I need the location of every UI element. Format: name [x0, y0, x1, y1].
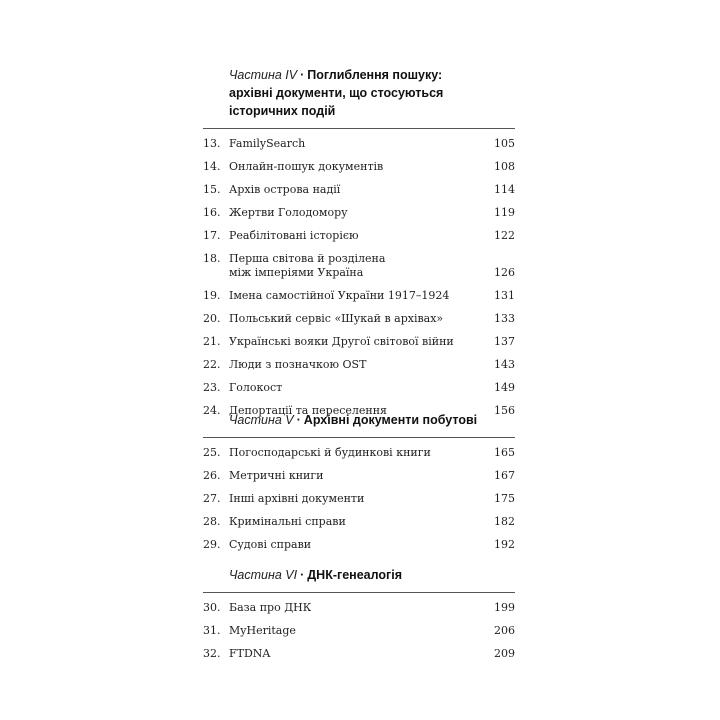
part-iv-separator: · — [300, 68, 305, 82]
entry-number: 13. — [203, 137, 221, 150]
entry-number: 32. — [203, 647, 221, 660]
toc-entry[interactable] — [203, 597, 515, 620]
entry-page: 182 — [494, 515, 515, 528]
entry-title: FTDNA — [229, 647, 271, 660]
entry-title: Архів острова надії — [229, 183, 341, 196]
entry-number: 15. — [203, 183, 221, 196]
toc-entry[interactable] — [203, 643, 515, 666]
part-v-heading — [229, 411, 515, 429]
entry-title: FamilySearch — [229, 137, 306, 150]
toc-entry[interactable] — [203, 331, 515, 354]
entry-page: 126 — [494, 266, 515, 279]
toc-entry[interactable] — [203, 488, 515, 511]
part-vi-heading — [229, 566, 515, 584]
entry-title: Люди з позначкою OST — [229, 358, 367, 371]
toc-entry[interactable] — [203, 511, 515, 534]
entry-title-line-1: Перша світова й розділена — [229, 252, 386, 265]
toc-entry[interactable] — [203, 285, 515, 308]
part-vi-divider — [203, 592, 515, 593]
entry-number: 19. — [203, 289, 221, 302]
entry-number: 16. — [203, 206, 221, 219]
entry-title: Польський сервіс «Шукай в архівах» — [229, 312, 444, 325]
toc-entry[interactable] — [203, 156, 515, 179]
entry-number: 20. — [203, 312, 221, 325]
entry-page: 175 — [494, 492, 515, 505]
entry-number: 29. — [203, 538, 221, 551]
toc-entry[interactable] — [203, 225, 515, 248]
entry-title: Українські вояки Другої світової війни — [229, 335, 454, 348]
entry-title: Депортації та переселення — [229, 404, 388, 417]
entry-page: 122 — [494, 229, 515, 242]
toc-entry[interactable] — [203, 465, 515, 488]
part-vi-separator: · — [300, 568, 305, 582]
part-vi-section — [203, 566, 515, 666]
part-v-separator: · — [296, 413, 301, 427]
part-iv-heading — [229, 66, 515, 120]
entry-title: Кримінальні справи — [229, 515, 346, 528]
entry-title: MyHeritage — [229, 624, 296, 637]
entry-number: 28. — [203, 515, 221, 528]
entry-page: 105 — [494, 137, 515, 150]
entry-page: 108 — [494, 160, 515, 173]
entry-number: 18. — [203, 252, 221, 265]
entry-number: 24. — [203, 404, 221, 417]
part-iv-label: Частина IV — [229, 68, 298, 82]
entry-number: 25. — [203, 446, 221, 459]
entry-number: 27. — [203, 492, 221, 505]
toc-entry[interactable] — [203, 248, 515, 285]
part-v-section — [203, 411, 515, 557]
part-vi-label: Частина VI — [229, 568, 298, 582]
entry-number: 30. — [203, 601, 221, 614]
entry-page: 209 — [494, 647, 515, 660]
toc-entry[interactable] — [203, 179, 515, 202]
entry-number: 21. — [203, 335, 221, 348]
entry-title: Судові справи — [229, 538, 312, 551]
entry-page: 167 — [494, 469, 515, 482]
table-of-contents — [203, 66, 515, 660]
entry-page: 206 — [494, 624, 515, 637]
entry-page: 165 — [494, 446, 515, 459]
part-iv-title-line-2: архівні документи, що стосуються — [229, 86, 444, 100]
part-iv-title-line-1: Поглиблення пошуку: — [307, 68, 443, 82]
entry-number: 14. — [203, 160, 221, 173]
toc-entry[interactable] — [203, 534, 515, 557]
entry-page: 192 — [494, 538, 515, 551]
part-v-title: Архівні документи побутові — [303, 413, 478, 427]
toc-entry[interactable] — [203, 202, 515, 225]
entry-number: 22. — [203, 358, 221, 371]
entry-number: 26. — [203, 469, 221, 482]
entry-title: Голокост — [229, 381, 283, 394]
toc-entry[interactable] — [203, 442, 515, 465]
part-iv-section — [203, 66, 515, 423]
entry-number: 17. — [203, 229, 221, 242]
entry-page: 114 — [494, 183, 515, 196]
entry-page: 119 — [494, 206, 515, 219]
part-iv-title-line-3: історичних подій — [229, 104, 336, 118]
entry-title: Інші архівні документи — [229, 492, 365, 505]
toc-entry[interactable] — [203, 377, 515, 400]
toc-entry[interactable] — [203, 308, 515, 331]
entry-title: Імена самостійної України 1917–1924 — [229, 289, 450, 302]
part-iv-divider — [203, 128, 515, 129]
entry-title-line-2: між імперіями Україна — [229, 266, 364, 279]
entry-title — [229, 252, 494, 280]
entry-page: 133 — [494, 312, 515, 325]
part-vi-title: ДНК-генеалогія — [307, 568, 403, 582]
entry-number: 23. — [203, 381, 221, 394]
entry-title: База про ДНК — [229, 601, 312, 614]
part-v-label: Частина V — [229, 413, 294, 427]
entry-title: Жертви Голодомору — [229, 206, 348, 219]
toc-entry[interactable] — [203, 620, 515, 643]
entry-number: 31. — [203, 624, 221, 637]
entry-page: 199 — [494, 601, 515, 614]
toc-entry[interactable] — [203, 133, 515, 156]
entry-title: Онлайн-пошук документів — [229, 160, 384, 173]
entry-page: 149 — [494, 381, 515, 394]
entry-page: 156 — [494, 404, 515, 417]
entry-title: Реабілітовані історією — [229, 229, 359, 242]
entry-title: Метричні книги — [229, 469, 324, 482]
entry-page: 143 — [494, 358, 515, 371]
entry-title: Погосподарські й будинкові книги — [229, 446, 431, 459]
toc-entry[interactable] — [203, 354, 515, 377]
entry-page: 137 — [494, 335, 515, 348]
part-v-divider — [203, 437, 515, 438]
entry-page: 131 — [494, 289, 515, 302]
